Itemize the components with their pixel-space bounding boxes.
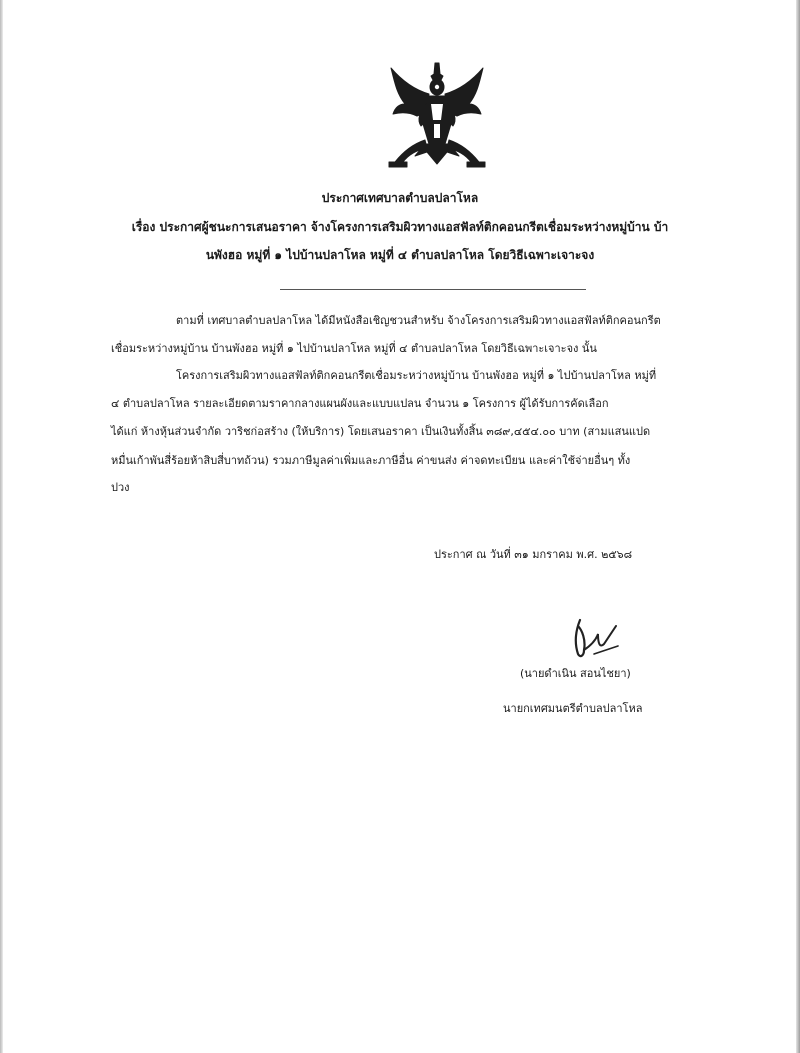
signer-title: นายกเทศมนตรีตำบลปลาโหล xyxy=(503,702,643,715)
heading-divider xyxy=(280,289,586,290)
subject-line-2: นพังฮอ หมู่ที่ ๑ ไปบ้านปลาโหล หมู่ที่ ๔ ตำบลปลาโหล โดยวิธีเฉพาะเจาะจง xyxy=(205,248,595,262)
paragraph-2-line-3: ได้แก่ ห้างหุ้นส่วนจำกัด วาริชก่อสร้าง (ให้บริการ) โดยเสนอราคา เป็นเงินทั้งสิ้น ๓๘๙,๔๕๔.๐๐ บาท (สามแสนแปด xyxy=(111,425,651,438)
scan-edge-left xyxy=(0,0,3,1053)
paragraph-1-line-1: ตามที่ เทศบาลตำบลปลาโหล ได้มีหนังสือเชิญชวนสำหรับ จ้างโครงการเสริมผิวทางแอสฟัลท์ติกคอนกรีต xyxy=(176,314,661,327)
paragraph-2-line-1: โครงการเสริมผิวทางแอสฟัลท์ติกคอนกรีตเชื่อมระหว่างหมู่บ้าน บ้านพังฮอ หมู่ที่ ๑ ไปบ้านปลาโหล หมู่ที่ xyxy=(176,369,657,382)
announcement-date: ประกาศ ณ วันที่ ๓๑ มกราคม พ.ศ. ๒๕๖๘ xyxy=(434,548,633,561)
paragraph-2-line-4: หมื่นเก้าพันสี่ร้อยห้าสิบสี่บาทถ้วน) รวมภาษีมูลค่าเพิ่มและภาษีอื่น ค่าขนส่ง ค่าจดทะเบียน และค่าใช้จ่ายอื่นๆ ทั้ง xyxy=(111,454,631,467)
document-title: ประกาศเทศบาลตำบลปลาโหล xyxy=(321,191,479,205)
handwritten-signature-icon xyxy=(568,616,624,662)
garuda-emblem-icon xyxy=(385,60,489,172)
paragraph-2-line-5: ปวง xyxy=(111,481,130,494)
subject-line-1: เรื่อง ประกาศผู้ชนะการเสนอราคา จ้างโครงการเสริมผิวทางแอสฟัลท์ติกคอนกรีตเชื่อมระหว่างหมู่บ้าน บ้า xyxy=(131,220,669,234)
signer-name: (นายดำเนิน สอนไชยา) xyxy=(520,667,631,680)
paragraph-2-line-2: ๔ ตำบลปลาโหล รายละเอียดตามราคากลางแผนผังและแบบแปลน จำนวน ๑ โครงการ ผู้ได้รับการคัดเลือก xyxy=(111,397,609,410)
scan-edge-right xyxy=(796,0,800,1053)
paragraph-1-line-2: เชื่อมระหว่างหมู่บ้าน บ้านพังฮอ หมู่ที่ ๑ ไปบ้านปลาโหล หมู่ที่ ๔ ตำบลปลาโหล โดยวิธีเฉพาะเจาะจง นั้น xyxy=(111,342,597,355)
